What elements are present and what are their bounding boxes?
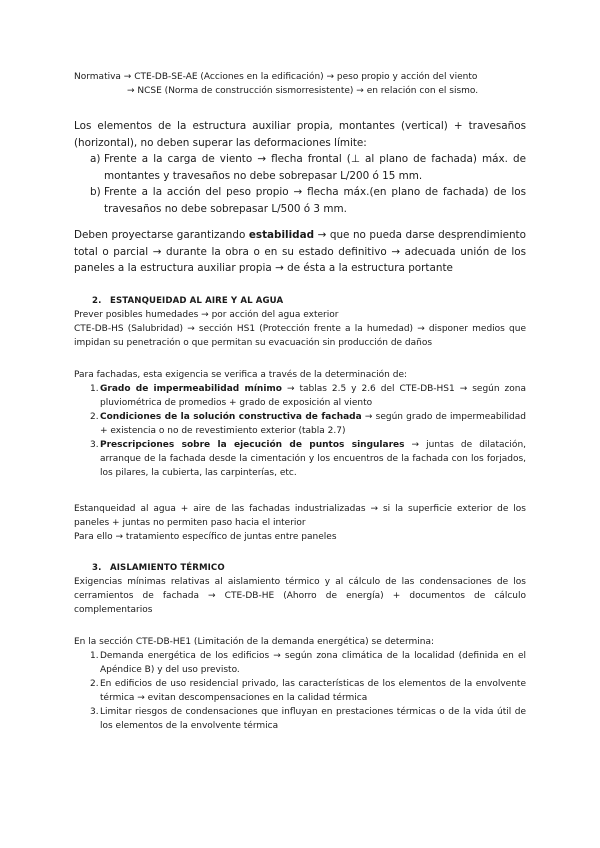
list-text: Frente a la acción del peso propio → flecha máx.(en plano de fachada) de los travesaños no debe sobrepasar L/500 ó 3 mm.: [104, 186, 526, 215]
list-item: [74, 382, 526, 410]
section-3-list: [74, 649, 526, 733]
list-item: [74, 410, 526, 438]
deformaciones-block: [74, 118, 526, 217]
list-text: → según grado de impermeabilidad + existencia o no de revestimiento exterior (tabla 2.7): [100, 412, 526, 436]
section-3-p2: En la sección CTE-DB-HE1 (Limitación de la demanda energética) se determina:: [74, 637, 434, 647]
list-marker: 3.: [90, 707, 99, 717]
list-text: → tablas 2.5 y 2.6 del CTE-DB-HS1 → según zona pluviométrica de promedios + grado de exposición al viento: [100, 384, 526, 408]
section-2-p3: Para fachadas, esta exigencia se verifica a través de la determinación de:: [74, 370, 408, 380]
section-2-p4: Estanqueidad al agua + aire de las fachadas industrializadas → si la superficie exterior de los paneles + juntas no permiten paso hacia el interior: [74, 504, 526, 528]
list-marker: 1.: [90, 651, 99, 661]
list-item: [74, 438, 526, 480]
list-text: Demanda energética de los edificios → según zona climática de la localidad (definida en el Apéndice B) y del uso previsto.: [100, 651, 526, 675]
section-2-p1: Prever posibles humedades → por acción del agua exterior: [74, 310, 339, 320]
list-text: Limitar riesgos de condensaciones que influyan en prestaciones térmicas o de la vida útil de los elementos de la envolvente térmica: [100, 707, 526, 731]
list-bold: Prescripciones sobre la ejecución de puntos singulares: [100, 440, 405, 450]
section-3-demand: [74, 635, 526, 733]
section-3-number: 3.: [92, 563, 102, 573]
normativa-line-1: Normativa → CTE-DB-SE-AE (Acciones en la edificación) → peso propio y acción del viento: [74, 72, 478, 82]
list-marker: 1.: [90, 384, 99, 394]
section-3-p1: Exigencias mínimas relativas al aislamiento térmico y al cálculo de las condensaciones de los cerramientos de fachada → CTE-DB-HE (Ahorro de energía) + documentos de cálculo complementarios: [74, 577, 526, 615]
list-marker: 2.: [90, 412, 99, 422]
deformaciones-list: [74, 151, 526, 217]
normativa-block: [74, 70, 526, 98]
list-text: Frente a la carga de viento → flecha frontal (⊥ al plano de fachada) máx. de montantes y travesaños no debe sobrepasar L/200 ó 15 mm.: [104, 153, 526, 182]
section-2-title: ESTANQUEIDAD AL AIRE Y AL AGUA: [110, 296, 284, 306]
section-2-closing: [74, 502, 526, 544]
list-marker: a): [90, 153, 101, 165]
section-2-p5: Para ello → tratamiento específico de juntas entre paneles: [74, 532, 337, 542]
list-bold: Grado de impermeabilidad mínimo: [100, 384, 282, 394]
deformaciones-intro: Los elementos de la estructura auxiliar propia, montantes (vertical) + travesaños (horizontal), no deben superar las deformaciones límite:: [74, 120, 526, 149]
section-3-title: AISLAMIENTO TÉRMICO: [110, 563, 225, 573]
list-bold: Condiciones de la solución constructiva de fachada: [100, 412, 362, 422]
list-marker: 3.: [90, 440, 99, 450]
estabilidad-bold: estabilidad: [248, 229, 315, 241]
estabilidad-post: → que no pueda darse desprendimiento total o parcial → durante la obra o en su estado definitivo → adecuada unión de los paneles a la estructura auxiliar propia → de ésta a la estructura portante: [74, 229, 526, 274]
list-item: [74, 184, 526, 217]
list-item: [74, 705, 526, 733]
section-2-number: 2.: [92, 296, 102, 306]
list-marker: b): [90, 186, 101, 198]
list-text: → juntas de dilatación, arranque de la fachada desde la cimentación y los encuentros de la fachada con los forjados, los pilares, la cubierta, las carpinterías, etc.: [100, 440, 527, 478]
section-2-verification: [74, 368, 526, 480]
normativa-line-2: → NCSE (Norma de construcción sismorresistente) → en relación con el sismo.: [127, 86, 479, 96]
section-2-p2: CTE-DB-HS (Salubridad) → sección HS1 (Protección frente a la humedad) → disponer medios que impidan su penetración o que permitan su evacuación sin producción de daños: [74, 324, 526, 348]
section-2-heading: [74, 294, 526, 308]
list-item: [74, 151, 526, 184]
list-marker: 2.: [90, 679, 99, 689]
section-3-heading: [74, 561, 526, 575]
section-2-intro: [74, 308, 526, 350]
section-2-list: [74, 382, 526, 480]
list-text: En edificios de uso residencial privado, las características de los elementos de la envolvente térmica → evitan descompensaciones en la calidad térmica: [100, 679, 526, 703]
estabilidad-paragraph: [74, 227, 526, 277]
estabilidad-pre: Deben proyectarse garantizando: [74, 229, 249, 241]
list-item: [74, 649, 526, 677]
list-item: [74, 677, 526, 705]
section-3-intro: [74, 575, 526, 617]
